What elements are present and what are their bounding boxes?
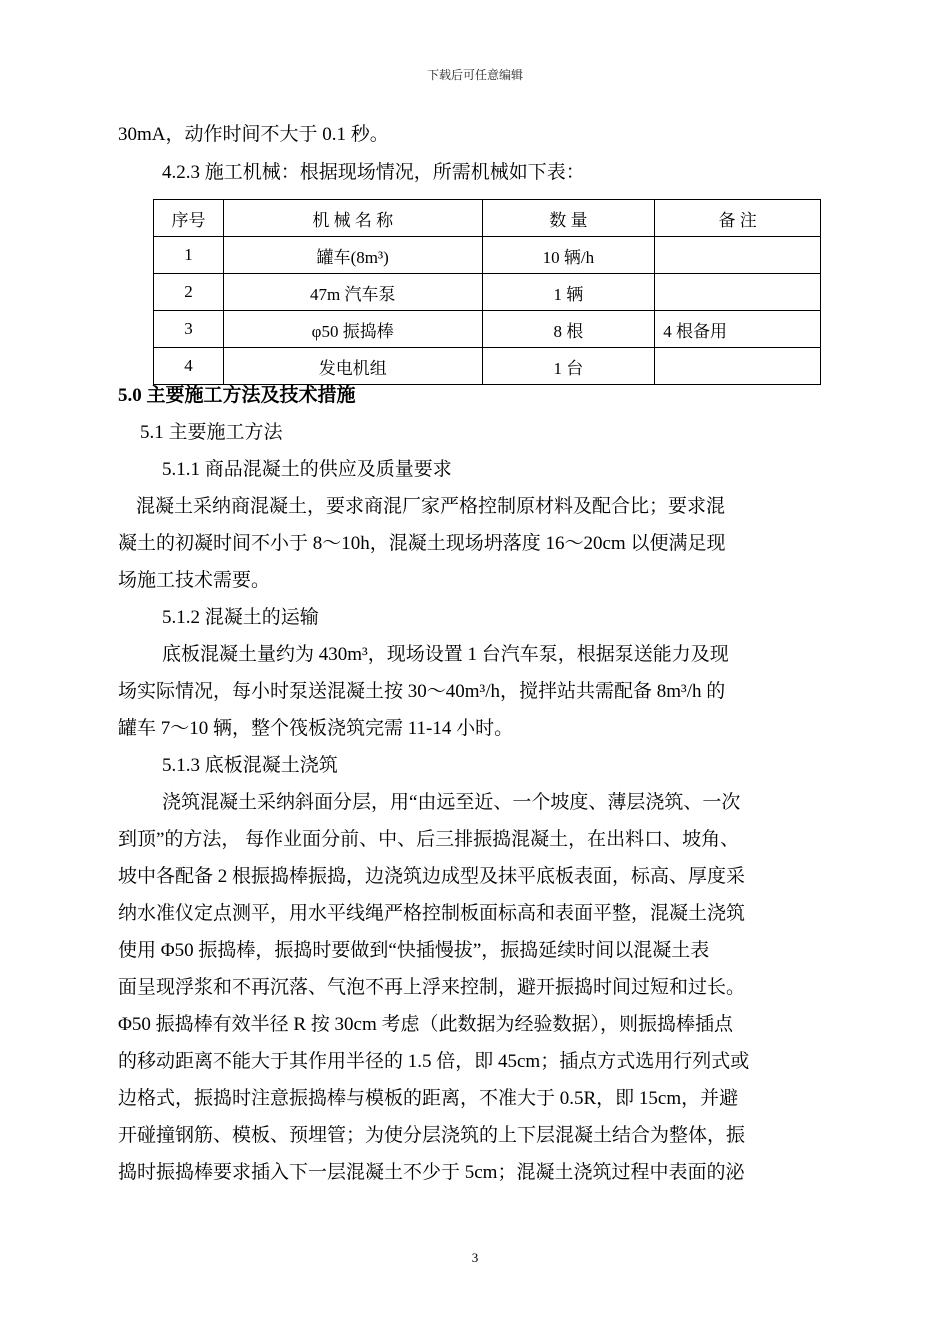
section-5-1-heading: 5.1 主要施工方法 — [140, 422, 283, 443]
paragraph-line: 混凝土采纳商混凝土，要求商混厂家严格控制原材料及配合比；要求混 — [136, 496, 726, 517]
row-no: 4 — [154, 348, 224, 385]
paragraph-line: 的移动距离不能大于其作用半径的 1.5 倍，即 45cm；插点方式选用行列式或 — [118, 1051, 750, 1072]
section-5-1-2-heading: 5.1.2 混凝土的运输 — [162, 607, 319, 628]
row-name: φ50 振捣棒 — [223, 311, 482, 348]
row-qty: 1 辆 — [482, 274, 655, 311]
page-number: 3 — [471, 1250, 479, 1265]
row-name: 47m 汽车泵 — [223, 274, 482, 311]
section-5-heading: 5.0 主要施工方法及技术措施 — [118, 385, 356, 406]
paragraph-line: 场实际情况，每小时泵送混凝土按 30～40m³/h，搅拌站共需配备 8m³/h 的 — [118, 681, 726, 702]
paragraph-line: 凝土的初凝时间不小于 8～10h，混凝土现场坍落度 16～20cm 以便满足现 — [118, 533, 726, 554]
intro-line-1: 30mA，动作时间不大于 0.1 秒。 — [118, 124, 389, 145]
intro-line-2: 4.2.3 施工机械：根据现场情况，所需机械如下表： — [162, 162, 585, 183]
row-note — [655, 274, 821, 311]
paragraph-line: 使用 Φ50 振捣棒，振捣时要做到“快插慢拔”，振捣延续时间以混凝土表 — [118, 940, 710, 961]
header-no: 序号 — [154, 200, 224, 237]
paragraph-line: 浇筑混凝土采纳斜面分层，用“由远至近、一个坡度、薄层浇筑、一次 — [162, 792, 741, 813]
paragraph-line: 纳水准仪定点测平，用水平线绳严格控制板面标高和表面平整，混凝土浇筑 — [118, 903, 746, 924]
section-5-1-1-heading: 5.1.1 商品混凝土的供应及质量要求 — [162, 459, 452, 480]
row-note — [655, 237, 821, 274]
row-qty: 8 根 — [482, 311, 655, 348]
row-name: 发电机组 — [223, 348, 482, 385]
table-row — [154, 274, 821, 311]
paragraph-line: 坡中各配备 2 根振捣棒振捣，边浇筑边成型及抹平底板表面，标高、厚度采 — [118, 866, 746, 887]
header-name: 机 械 名 称 — [223, 200, 482, 237]
paragraph-line: 场施工技术需要。 — [118, 570, 271, 591]
paragraph-line: 面呈现浮浆和不再沉落、气泡不再上浮来控制，避开振捣时间过短和过长。 — [118, 977, 746, 998]
paragraph-line: Φ50 振捣棒有效半径 R 按 30cm 考虑（此数据为经验数据），则振捣棒插点 — [118, 1014, 734, 1035]
paragraph-line: 边格式，振捣时注意振捣棒与模板的距离，不准大于 0.5R，即 15cm，并避 — [118, 1088, 739, 1109]
row-name: 罐车(8m³) — [223, 237, 482, 274]
row-no: 2 — [154, 274, 224, 311]
paragraph-line: 到顶”的方法， 每作业面分前、中、后三排振捣混凝土，在出料口、坡角、 — [118, 829, 740, 850]
header-note: 备 注 — [655, 200, 821, 237]
header-qty: 数 量 — [482, 200, 655, 237]
table-row — [154, 311, 821, 348]
row-no: 3 — [154, 311, 224, 348]
paragraph-line: 底板混凝土量约为 430m³，现场设置 1 台汽车泵，根据泵送能力及现 — [162, 644, 729, 665]
paragraph-line: 开碰撞钢筋、模板、预埋管；为使分层浇筑的上下层混凝土结合为整体，振 — [118, 1125, 746, 1146]
row-note — [655, 348, 821, 385]
paragraph-line: 捣时振捣棒要求插入下一层混凝土不少于 5cm；混凝土浇筑过程中表面的泌 — [118, 1162, 745, 1183]
row-no: 1 — [154, 237, 224, 274]
machinery-table — [153, 199, 821, 385]
table-row — [154, 348, 821, 385]
table-row — [154, 237, 821, 274]
row-note: 4 根备用 — [655, 311, 821, 348]
row-qty: 1 台 — [482, 348, 655, 385]
section-5-1-3-heading: 5.1.3 底板混凝土浇筑 — [162, 755, 338, 776]
table-header-row — [154, 200, 821, 237]
row-qty: 10 辆/h — [482, 237, 655, 274]
page-header: 下载后可任意编辑 — [426, 68, 523, 82]
paragraph-line: 罐车 7～10 辆，整个筏板浇筑完需 11-14 小时。 — [118, 718, 514, 739]
